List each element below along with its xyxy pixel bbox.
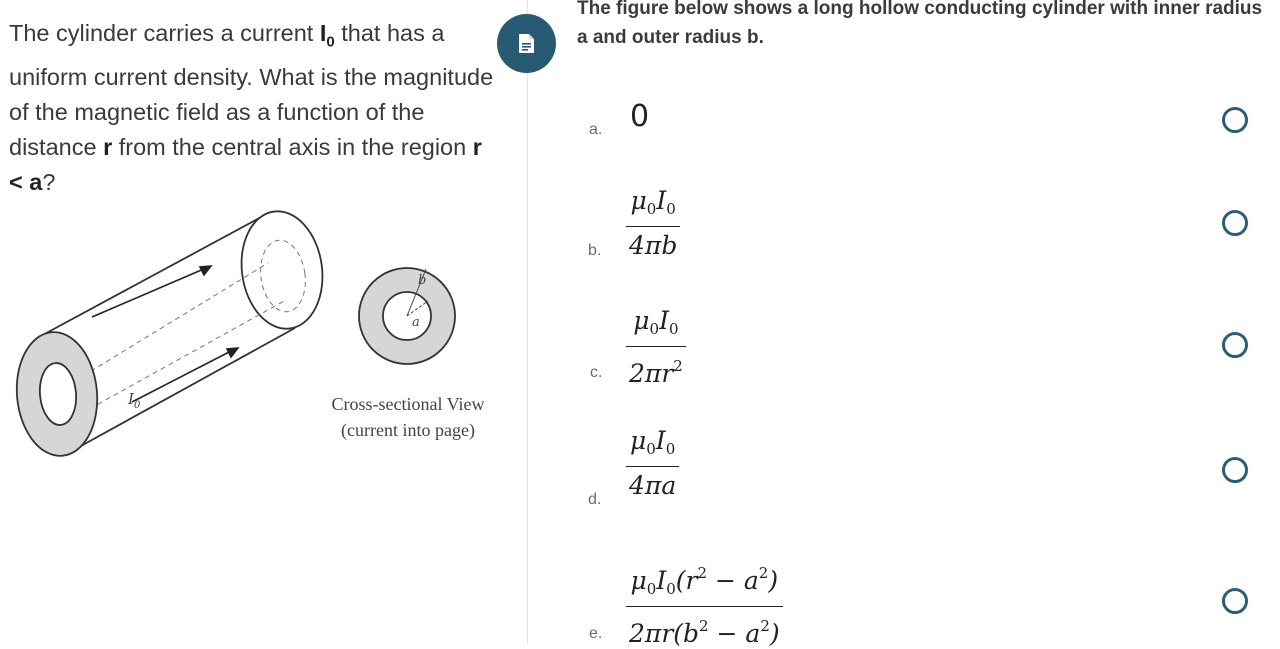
option-c-formula: $\frac{\mu_0I_0}{2\pi r^2}$ — [626, 306, 686, 389]
current-arrow-top — [92, 266, 211, 317]
option-a-value: 0 — [630, 99, 650, 134]
option-c-radio[interactable] — [1222, 332, 1248, 358]
option-e-letter: e. — [589, 625, 603, 642]
cross-section-view — [359, 268, 455, 364]
document-button[interactable] — [497, 14, 556, 73]
front-annulus — [12, 329, 103, 460]
question-text-part: The cylinder carries a current — [9, 20, 320, 46]
option-c-letter: c. — [590, 364, 603, 381]
caption-line-1: Cross-sectional View — [331, 394, 485, 414]
question-text — [9, 16, 499, 200]
option-d-letter: d. — [588, 491, 602, 508]
option-a-radio[interactable] — [1222, 107, 1248, 133]
option-b-radio[interactable] — [1222, 210, 1248, 236]
panel-divider — [527, 0, 528, 644]
current-label: $I_0$ — [128, 390, 141, 411]
question-text-part: ? — [42, 168, 56, 195]
option-d-radio[interactable] — [1222, 457, 1248, 483]
outer-radius-label: b — [418, 273, 427, 288]
problem-statement: The figure below shows a long hollow conducting cylinder with inner radius a and outer radius b. — [577, 0, 1263, 48]
option-b-formula: $\frac{\mu_0I_0}{4\pi b}$ — [626, 186, 680, 261]
question-text-part: from the central axis in the region — [112, 133, 473, 160]
option-b-letter: b. — [588, 242, 602, 259]
current-symbol: $I_0$ — [319, 20, 335, 51]
caption-line-2: (current into page) — [341, 420, 475, 440]
r-variable: r — [103, 133, 113, 160]
question-text-part: that has a uniform current density. What is the magnitude of the magnetic field as a function of the distance — [9, 20, 494, 160]
option-a-letter: a. — [589, 121, 603, 138]
inner-radius-label: a — [412, 315, 420, 330]
option-e-radio[interactable] — [1222, 588, 1248, 614]
region-expression: r < a — [9, 133, 482, 195]
question-panel — [0, 0, 527, 644]
option-d-formula: $\frac{\mu_0I_0}{4\pi a}$ — [626, 426, 679, 501]
document-icon — [517, 33, 536, 54]
cylinder-figure — [10, 200, 490, 470]
option-e-formula: $\frac{\mu_0I_0(r^2 - a^2)}{2\pi r(b^2 - a^2)}$ — [626, 558, 783, 649]
